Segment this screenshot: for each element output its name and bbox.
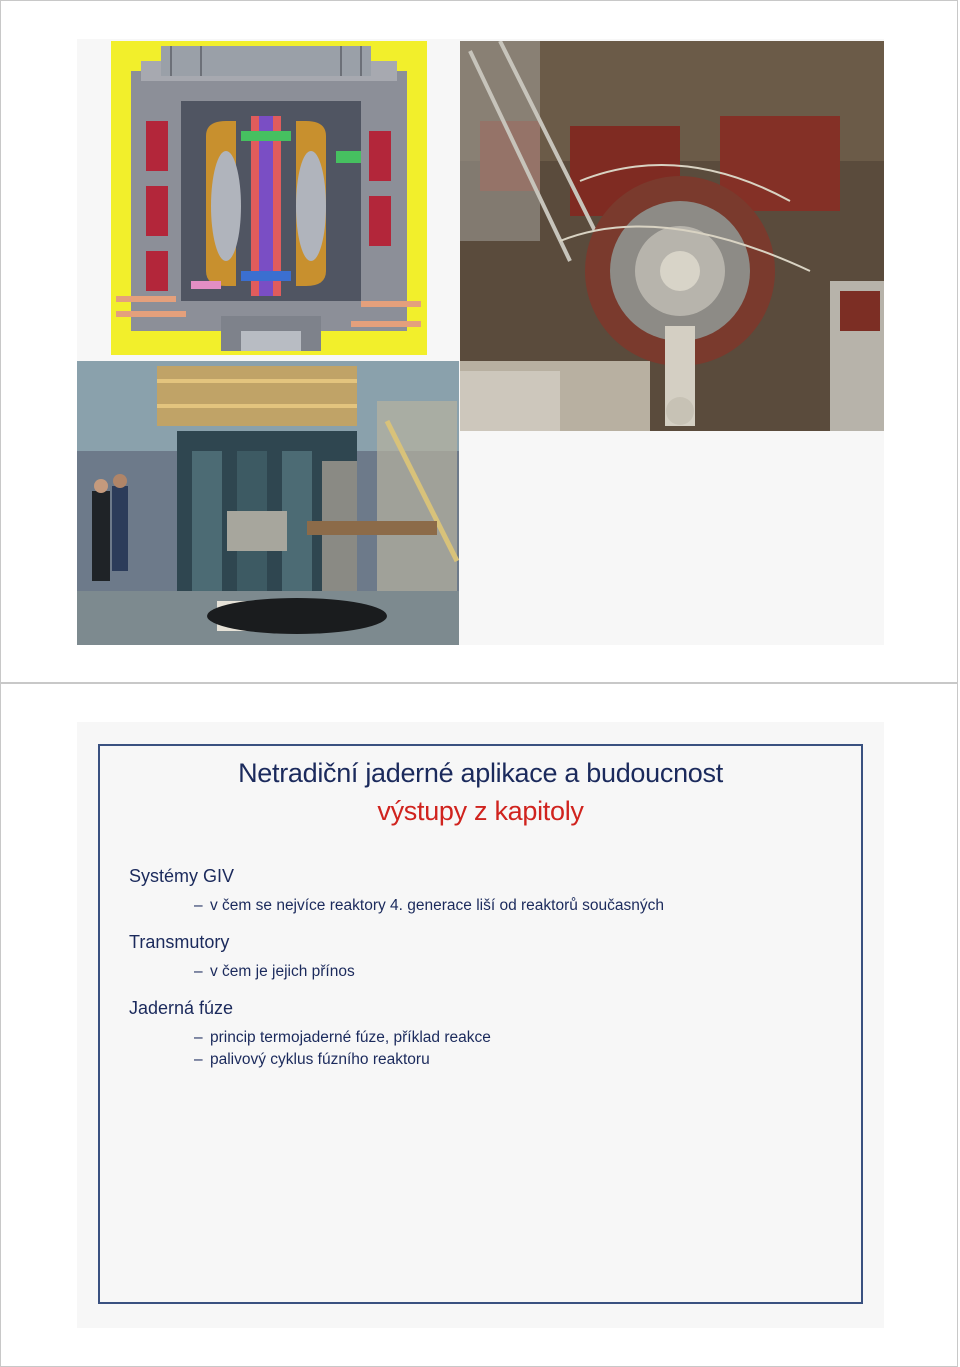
section-item-fuze-1: – princip termojaderné fúze, příklad reakce (194, 1029, 491, 1046)
page-1 (0, 0, 958, 683)
section-heading-giv: Systémy GIV (129, 866, 235, 886)
text-slide (77, 722, 884, 1328)
slide-subtitle: výstupy z kapitoly (377, 796, 584, 826)
section-heading-fuze: Jaderná fúze (129, 998, 234, 1018)
photo-slide (77, 39, 884, 645)
section-heading-transmutory: Transmutory (129, 932, 230, 952)
bullet-dash: – (194, 963, 203, 980)
section-item-transmutory-1: – v čem je jejich přínos (194, 963, 355, 980)
section-item-fuze-2: – palivový cyklus fúzního reaktoru (194, 1051, 430, 1068)
bullet-dash: – (194, 897, 203, 914)
page-2 (0, 683, 958, 1367)
slide-title: Netradiční jaderné aplikace a budoucnost (238, 758, 723, 788)
section-item-giv-1: – v čem se nejvíce reaktory 4. generace liší od reaktorů současných (194, 897, 665, 914)
bullet-dash: – (194, 1051, 203, 1068)
fusion-device-lab-photo (460, 41, 884, 431)
tokamak-cad-cutaway-image (111, 41, 427, 355)
slide-frame (98, 744, 863, 1304)
bullet-dash: – (194, 1029, 203, 1046)
tokamak-hall-photo (77, 361, 459, 645)
